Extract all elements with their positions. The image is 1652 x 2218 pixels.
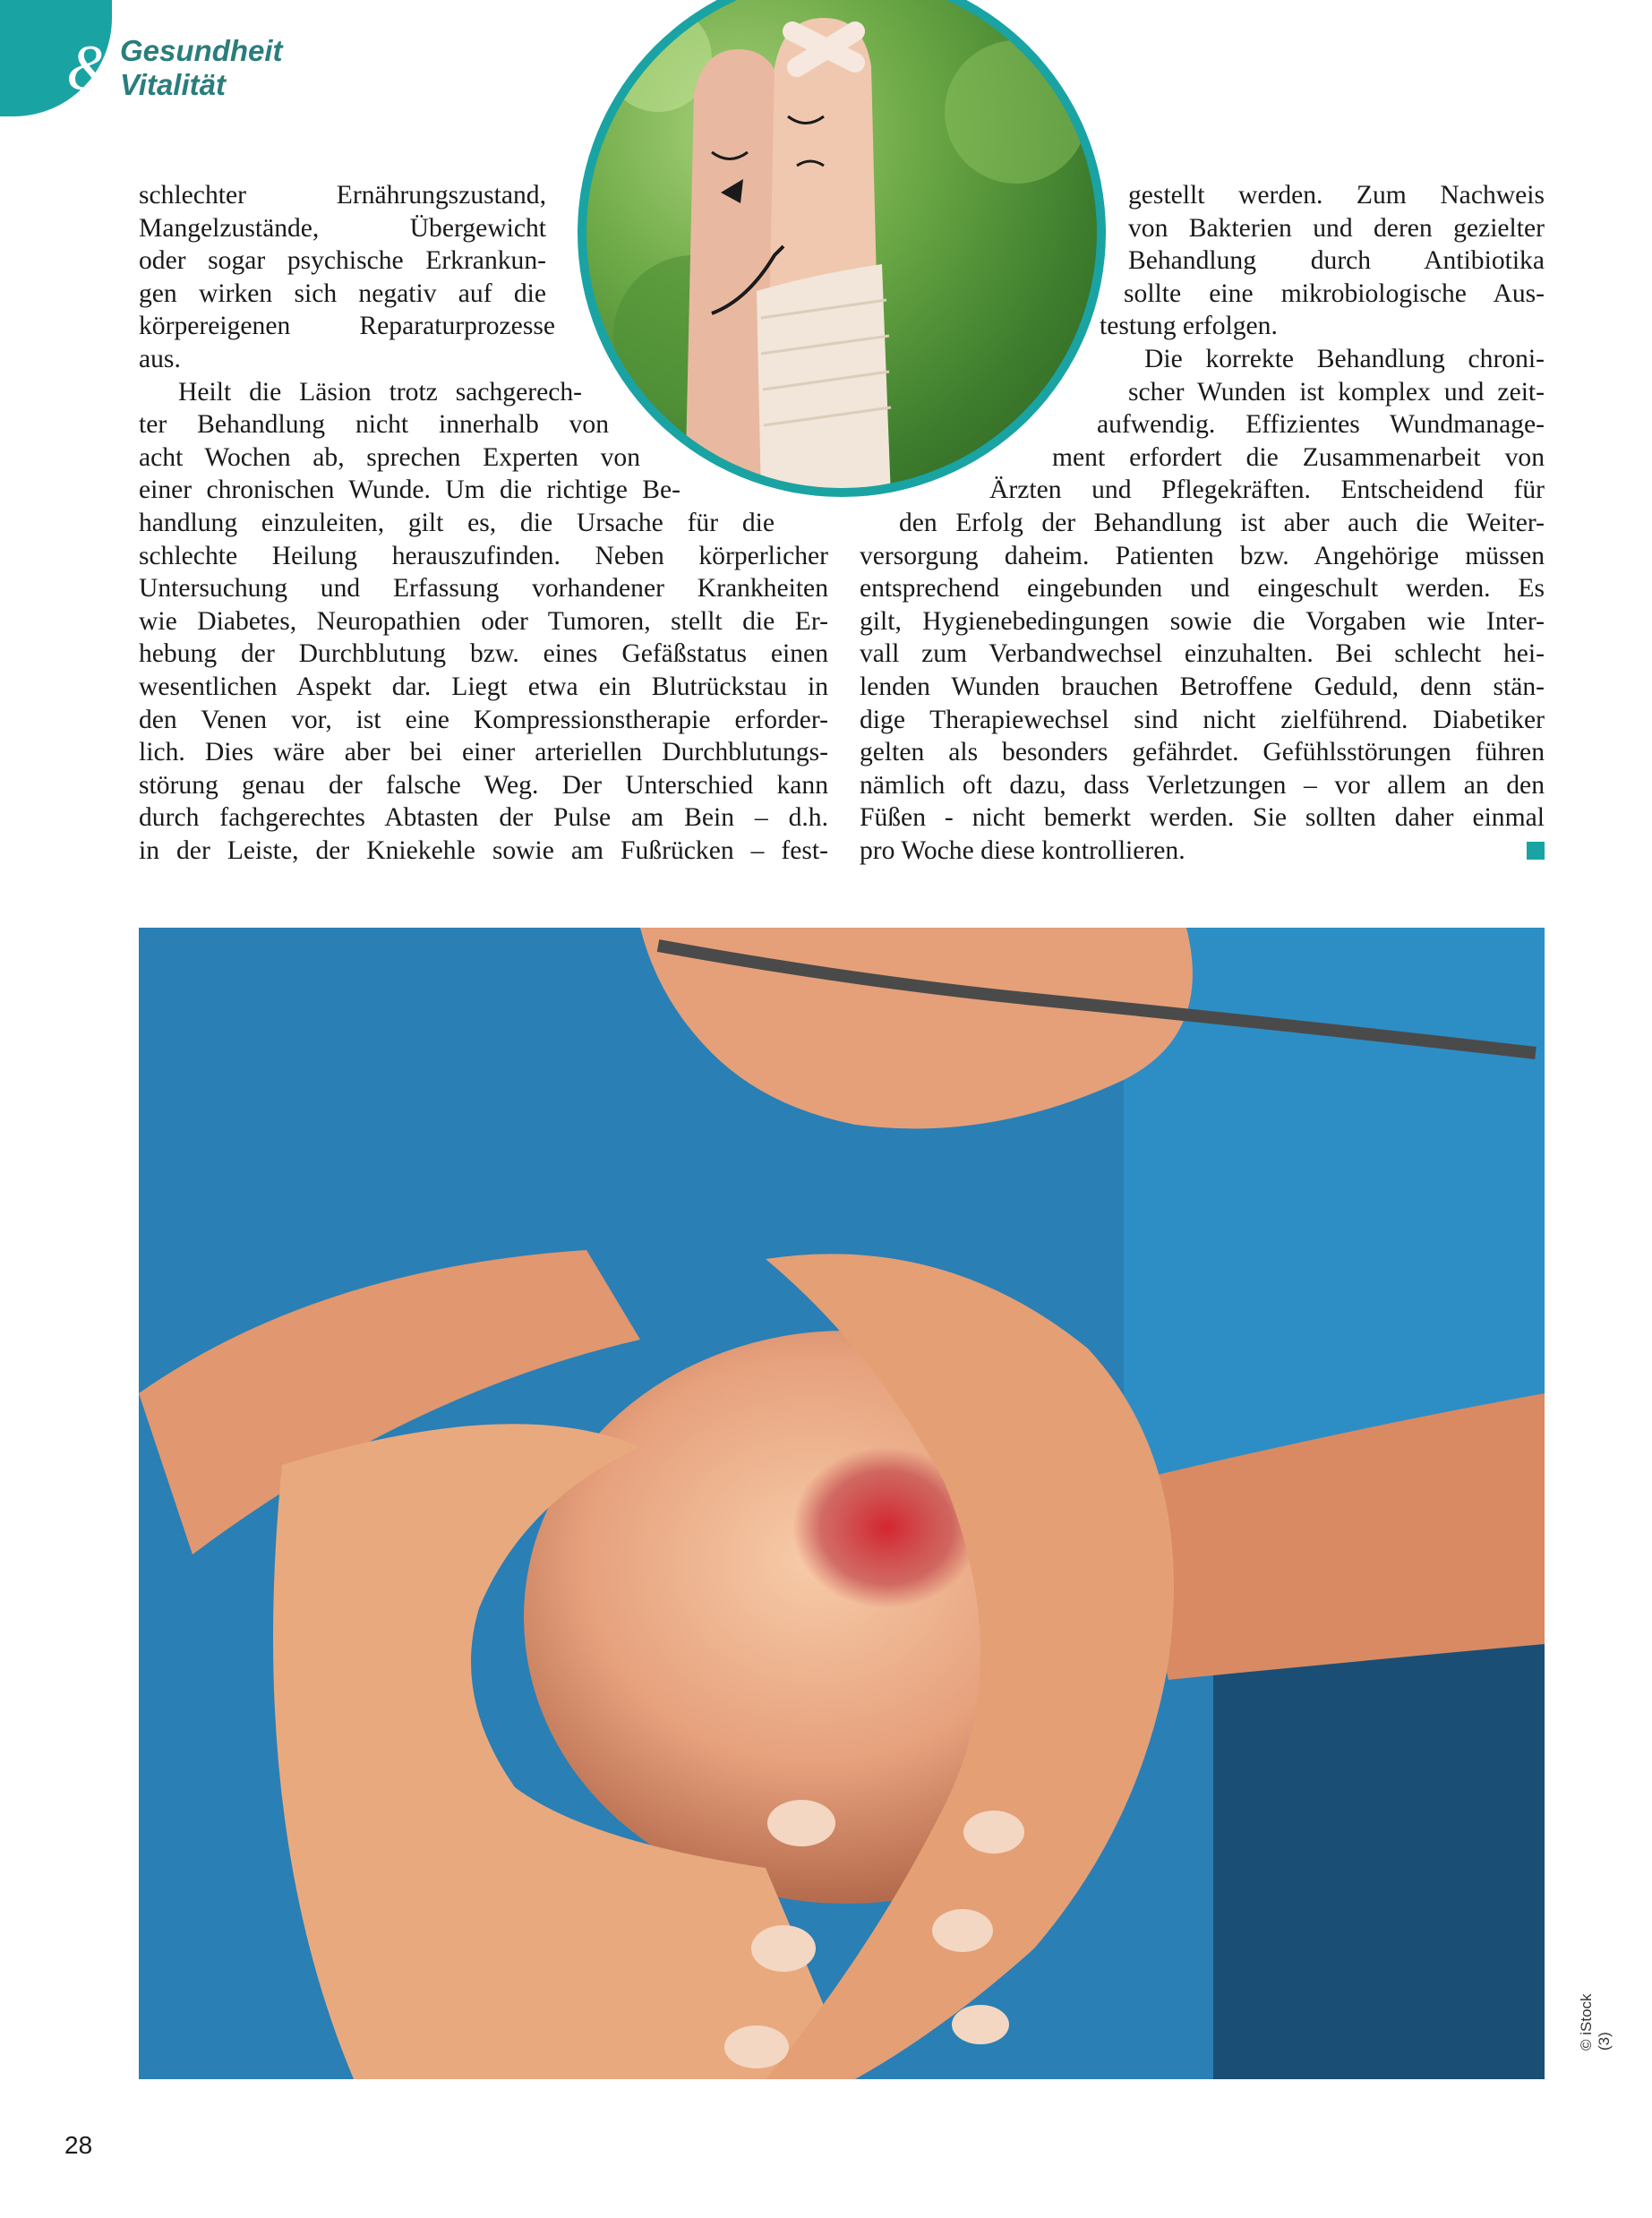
section-title-line2: Vitalität (120, 67, 226, 101)
text-line: Untersuchung und Erfassung vorhandener Krankheiten (139, 574, 828, 604)
text-line: gestellt werden. Zum Nachweis (1128, 181, 1545, 210)
text-line: schlechter Ernährungszustand, (139, 181, 546, 210)
text-line: acht Wochen ab, sprechen Experten von (139, 442, 640, 472)
article-column-right (860, 179, 1545, 867)
text-line: störung genau der falsche Weg. Der Unterschied kann (139, 770, 828, 800)
text-line: dige Therapiewechsel sind nicht zielführend. Diabetiker (860, 705, 1545, 734)
text-line: sollte eine mikrobiologische Aus- (1124, 278, 1545, 308)
text-line: aus. (139, 344, 181, 373)
text-line: aufwendig. Effizientes Wundmanage- (1097, 410, 1545, 440)
brand-ampersand: & (66, 32, 117, 104)
text-line: Füßen - nicht bemerkt werden. Sie sollten daher einmal (860, 803, 1545, 833)
text-line: einer chronischen Wunde. Um die richtige Be- (139, 475, 680, 505)
text-line: oder sogar psychische Erkrankun- (139, 246, 546, 276)
text-line: testung erfolgen. (1100, 312, 1278, 341)
knee-illustration (139, 928, 1545, 2079)
text-line: Die korrekte Behandlung chroni- (1144, 344, 1545, 373)
text-line: Mangelzustände, Übergewicht (139, 213, 546, 243)
text-line: gilt, Hygienebedingungen sowie die Vorgaben wie Inter- (860, 606, 1545, 636)
text-line: Behandlung durch Antibiotika (1128, 246, 1545, 276)
knee-photo (139, 928, 1545, 2079)
text-line: hebung der Durchblutung bzw. eines Gefäßstatus einen (139, 639, 828, 669)
text-line: in der Leiste, der Kniekehle sowie am Fußrücken – fest- (139, 835, 828, 865)
text-line: wesentlichen Aspekt dar. Liegt etwa ein Blutrückstau in (139, 672, 828, 701)
text-line: Ärzten und Pflegekräften. Entscheidend für (989, 475, 1545, 505)
text-line: lich. Dies wäre aber bei einer arteriellen Durchblutungs- (139, 738, 828, 767)
text-line: nämlich oft dazu, dass Verletzungen – vor allem an den (860, 770, 1545, 800)
text-line: lenden Wunden brauchen Betroffene Geduld, denn stän- (860, 672, 1545, 701)
text-line: entsprechend eingebunden und eingeschult werden. Es (860, 574, 1545, 604)
text-line: gen wirken sich negativ auf die (139, 278, 546, 308)
section-title-line1: Gesundheit (120, 34, 283, 67)
page-number: 28 (64, 2131, 93, 2159)
text-line: schlechte Heilung herauszufinden. Neben körperlicher (139, 541, 828, 570)
text-line: handlung einzuleiten, gilt es, die Ursache für die (139, 508, 775, 537)
text-line: vall zum Verbandwechsel einzuhalten. Bei schlecht hei- (860, 639, 1545, 669)
section-title (120, 34, 283, 102)
last-line-wrap (860, 835, 1545, 868)
text-line: pro Woche diese kontrollieren. (860, 835, 1186, 865)
photo-credit: © iStock (3) (1578, 1993, 1613, 2051)
text-line: gelten als besonders gefährdet. Gefühlsstörungen führen (860, 738, 1545, 767)
text-line: von Bakterien und deren gezielter (1128, 213, 1545, 243)
text-line: den Venen vor, ist eine Kompressionstherapie erforder- (139, 705, 828, 734)
text-line: Heilt die Läsion trotz sachgerech- (178, 377, 582, 407)
article-column-left (139, 179, 828, 867)
text-line: ment erfordert die Zusammenarbeit von (1052, 442, 1545, 472)
text-line: wie Diabetes, Neuropathien oder Tumoren, stellt die Er- (139, 606, 828, 636)
text-line: den Erfolg der Behandlung ist aber auch die Weiter- (899, 508, 1545, 537)
end-of-article-square-icon (1527, 842, 1545, 860)
text-line: scher Wunden ist komplex und zeit- (1128, 377, 1545, 407)
text-line: ter Behandlung nicht innerhalb von (139, 410, 609, 440)
text-line: körpereigenen Reparaturprozesse (139, 312, 555, 341)
text-line: versorgung daheim. Patienten bzw. Angehörige müssen (860, 541, 1545, 570)
text-line: durch fachgerechtes Abtasten der Pulse am Bein – d.h. (139, 803, 828, 833)
